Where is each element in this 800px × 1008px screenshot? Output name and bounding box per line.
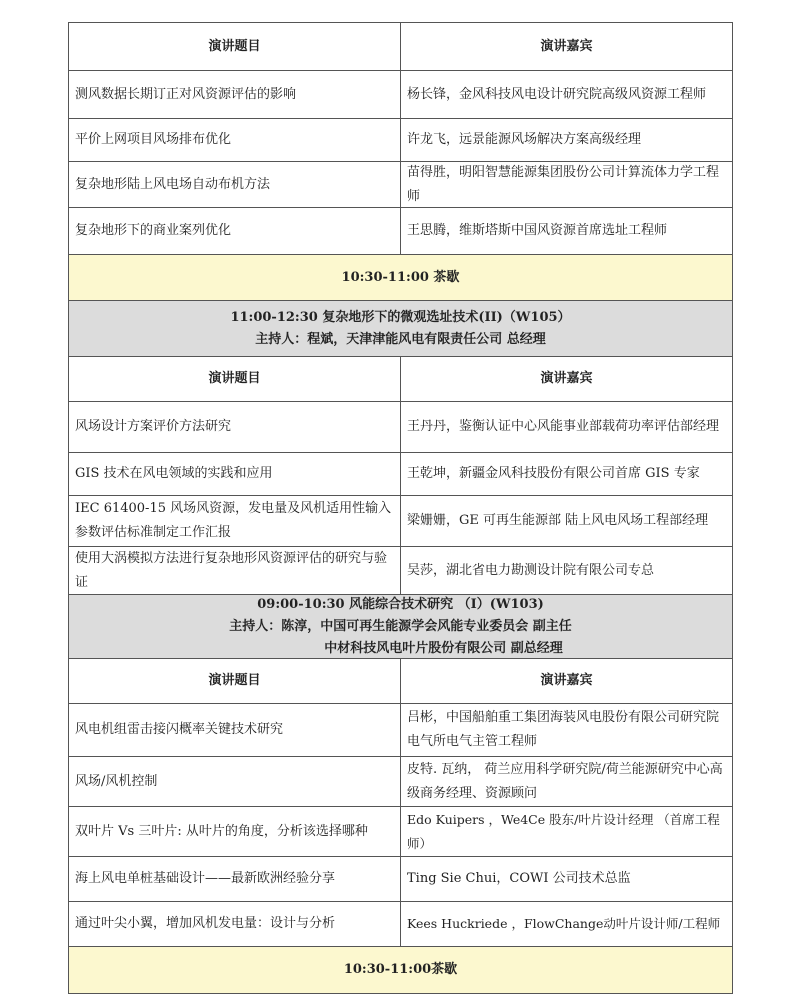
tea-break-label: 10:30-11:00 茶歇 [341, 269, 460, 285]
speaker-cell: 梁姗姗，GE 可再生能源部 陆上风电风场工程部经理 [407, 513, 709, 528]
session-title: 09:00-10:30 风能综合技术研究 （I）(W103) [257, 596, 544, 612]
topic-cell: GIS 技术在风电领域的实践和应用 [69, 453, 401, 495]
session-band [69, 595, 732, 659]
table-row [69, 71, 732, 119]
topic-cell: 风电机组雷击接闪概率关键技术研究 [69, 704, 401, 756]
session-band [69, 301, 732, 357]
agenda-table [68, 22, 733, 994]
table-row [69, 119, 732, 162]
table-header-row [69, 23, 732, 71]
speaker-cell: Kees Huckriede ，FlowChange动叶片设计师/工程师 [407, 916, 721, 931]
speaker-cell: 吕彬，中国船舶重工集团海装风电股份有限公司研究院电气所电气主管工程师 [407, 710, 720, 749]
speaker-cell: 苗得胜，明阳智慧能源集团股份公司计算流体力学工程师 [407, 164, 720, 204]
header-topic: 演讲题目 [69, 23, 401, 70]
table-header-row [69, 357, 732, 402]
table-row [69, 757, 732, 807]
table-row [69, 453, 732, 496]
topic-cell: 使用大涡模拟方法进行复杂地形风资源评估的研究与验证 [69, 547, 401, 594]
topic-cell: 复杂地形下的商业案列优化 [69, 208, 401, 254]
table-row [69, 547, 732, 595]
speaker-cell: 王思腾，维斯塔斯中国风资源首席选址工程师 [407, 223, 668, 238]
speaker-cell: 杨长锋，金风科技风电设计研究院高级风资源工程师 [407, 86, 707, 102]
table-row [69, 902, 732, 947]
speaker-cell: 王乾坤，新疆金风科技股份有限公司首席 GIS 专家 [407, 466, 700, 481]
topic-cell: 双叶片 Vs 三叶片: 从叶片的角度，分析该选择哪种 [69, 807, 401, 856]
header-speaker: 演讲嘉宾 [540, 38, 593, 54]
speaker-cell: 吴莎，湖北省电力勘测设计院有限公司专总 [407, 562, 655, 578]
session-host: 主持人：程斌，天津津能风电有限责任公司 总经理 [255, 331, 546, 347]
table-header-row [69, 659, 732, 704]
table-row [69, 807, 732, 857]
table-row [69, 208, 732, 255]
speaker-cell: 王丹丹，鉴衡认证中心风能事业部载荷功率评估部经理 [407, 419, 720, 434]
header-speaker: 演讲嘉宾 [540, 371, 593, 386]
topic-cell: 风场设计方案评价方法研究 [69, 402, 401, 452]
table-row [69, 402, 732, 453]
topic-cell: 通过叶尖小翼，增加风机发电量：设计与分析 [69, 902, 401, 946]
header-topic: 演讲题目 [69, 357, 401, 401]
speaker-cell: 许龙飞，远景能源风场解决方案高级经理 [407, 132, 642, 147]
topic-cell: 平价上网项目风场排布优化 [69, 119, 401, 161]
table-row [69, 857, 732, 902]
tea-break-band [69, 255, 732, 301]
speaker-cell: 皮特. 瓦纳， 荷兰应用科学研究院/荷兰能源研究中心高级商务经理、资源顾问 [407, 761, 723, 801]
header-topic: 演讲题目 [69, 659, 401, 703]
session-title: 11:00-12:30 复杂地形下的微观选址技术(II)（W105） [230, 309, 571, 325]
tea-break-label: 10:30-11:00茶歇 [343, 962, 458, 977]
topic-cell: 测风数据长期订正对风资源评估的影响 [69, 71, 401, 118]
speaker-cell: Ting Sie Chui，COWI 公司技术总监 [407, 871, 631, 886]
topic-cell: 海上风电单桩基础设计——最新欧洲经验分享 [69, 857, 401, 901]
session-host: 主持人：陈淳，中国可再生能源学会风能专业委员会 副主任 [229, 618, 572, 634]
topic-cell: 复杂地形陆上风电场自动布机方法 [69, 162, 401, 207]
table-row [69, 162, 732, 208]
table-row [69, 704, 732, 757]
topic-cell: 风场/风机控制 [69, 757, 401, 806]
tea-break-band [69, 947, 732, 993]
header-speaker: 演讲嘉宾 [540, 673, 593, 688]
topic-cell: IEC 61400-15 风场风资源，发电量及风机适用性输入参数评估标准制定工作汇报 [69, 496, 401, 546]
speaker-cell: Edo Kuipers ，We4Ce 股东/叶片设计经理 （首席工程师） [407, 811, 720, 851]
table-row [69, 496, 732, 547]
session-host-affiliation: 中材科技风电叶片股份有限公司 副总经理 [324, 640, 563, 656]
